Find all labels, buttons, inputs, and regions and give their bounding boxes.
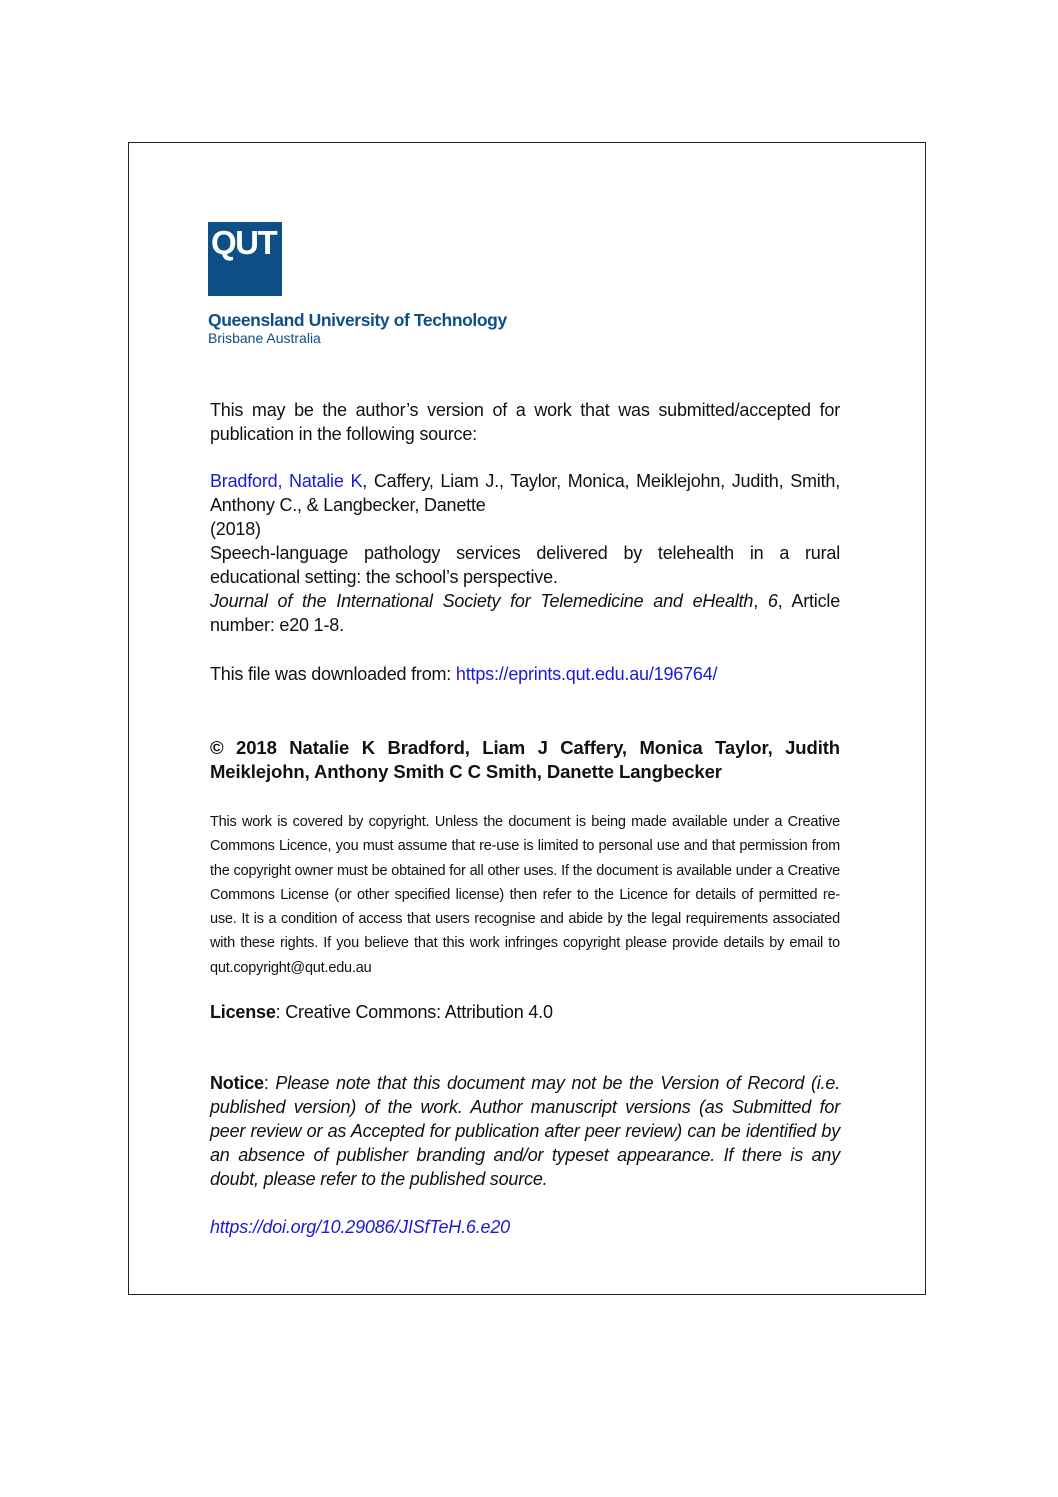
doi-line <box>210 1215 510 1239</box>
license-line <box>210 1000 553 1024</box>
author-link[interactable]: Bradford, Natalie K <box>210 471 363 491</box>
citation-authors-rest: , Caffery, Liam J., Taylor, Monica, Meiklejohn, Judith, Smith, Anthony C., & Langbecker, Danette <box>210 471 840 515</box>
download-url-link[interactable]: https://eprints.qut.edu.au/196764/ <box>455 664 718 684</box>
doi-link[interactable]: https://doi.org/10.29086/JISfTeH.6.e20 <box>210 1217 510 1237</box>
notice-label: Notice <box>210 1073 264 1093</box>
citation <box>210 469 840 637</box>
download-line <box>210 662 717 686</box>
license-label: License <box>210 1002 276 1022</box>
citation-authors <box>210 469 840 517</box>
copyright-heading: © 2018 Natalie K Bradford, Liam J Caffery, Monica Taylor, Judith Meiklejohn, Anthony Smith C C Smith, Danette Langbecker <box>210 737 840 782</box>
qut-logo-text: QUT <box>211 224 277 261</box>
download-label: This file was downloaded from: <box>210 664 456 684</box>
citation-title: Speech-language pathology services delivered by telehealth in a rural educational setting: the school’s perspective. <box>210 543 840 587</box>
citation-journal: Journal of the International Society for Telemedicine and eHealth <box>210 591 754 611</box>
citation-article: , Article number: e20 1-8. <box>210 591 841 635</box>
university-name: Queensland University of Technology <box>208 310 507 330</box>
qut-logo <box>208 222 282 296</box>
copyright-body: This work is covered by copyright. Unless the document is being made available under a Creative Commons Licence, you must assume that re-use is limited to personal use and that permission from the copyright owner must be obtained for all other uses. If the document is available under a Creative Commons License (or other specified license) then refer to the Licence for details of permitted re-use. It is a condition of access that users recognise and abide by the legal requirements associated with these rights. If you believe that this work infringes copyright please provide details by email to qut.copyright@qut.edu.au <box>210 814 840 976</box>
citation-source: Journal of the International Society for Telemedicine and eHealth, 6, Article number: e20 1-8. <box>210 591 841 635</box>
citation-year: (2018) <box>210 519 261 539</box>
university-location: Brisbane Australia <box>208 330 321 346</box>
notice-text: Please note that this document may not be the Version of Record (i.e. published version) of the work. Author manuscript versions (as Submitted for peer review or as Accepted for publication after peer review) can be identified by an absence of publisher branding and/or typeset appearance. If there is any doubt, please refer to the published source. <box>210 1073 841 1189</box>
license-value: : Creative Commons: Attribution 4.0 <box>275 1002 553 1022</box>
citation-volume: 6 <box>767 591 778 611</box>
notice-block: Notice: Please note that this document may not be the Version of Record (i.e. published version) of the work. Author manuscript versions (as Submitted for peer review or as Accepted for publication after peer review) can be identified by an absence of publisher branding and/or typeset appearance. If there is any doubt, please refer to the published source. <box>210 1073 841 1189</box>
intro-text: This may be the author’s version of a work that was submitted/accepted for publication in the following source: <box>210 400 840 444</box>
